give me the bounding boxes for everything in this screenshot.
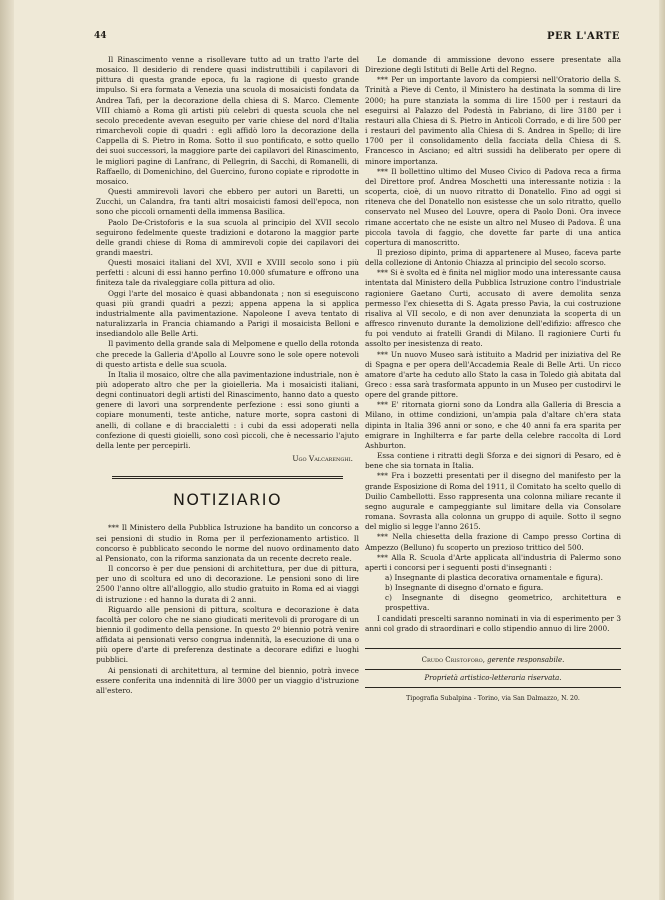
article-paragraph: Paolo De-Cristoforis e la sua scuola al principio del XVII secolo seguirono fedelmente queste tradizioni e dotarono la maggior parte delle grandi chiese di Roma di ammirevoli copie dei capilavori dei grandi maestri. <box>96 217 359 257</box>
author-name: Ugo Valcarenghi. <box>292 454 353 464</box>
news-item: *** Nella chiesetta della frazione di Campo presso Cortina di Ampezzo (Belluno) fu scoperto un prezioso trittico del 500. <box>365 532 621 552</box>
section-title: NOTIZIARIO <box>172 490 283 510</box>
article-paragraph: Questi mosaici italiani del XVI, XVII e XVIII secolo sono i più perfetti : alcuni di essi hanno perfino 10.000 sfumature e offrono una finiteza tale da rivaleggiare colla pittura ad olio. <box>96 258 359 288</box>
news-item: Il prezioso dipinto, prima di appartenere al Museo, faceva parte della collezione di Antonio Chiazza al principio del secolo scorso. <box>365 247 621 268</box>
teaching-posts-list <box>365 573 621 614</box>
editor-name: Crudo Cristoforo, <box>421 655 485 664</box>
news-item: *** Il bollettino ultimo del Museo Civico di Padova reca a firma del Direttore prof. Andrea Moschetti una interessante notizia : la scoperta, cioè, di un nuovo ritratto di Donatello. Fino ad oggi si riteneva che del Donatello non esistesse che un solo ritratto, quello conservato nel Museo del Louvre, opera di Paolo Doni. Ora invece rimane accertato che ne esiste un altro nel Museo di Padova. È una piccola tavola di faggio, che dovette far parte di una antica copertura di manoscritto. <box>365 166 621 247</box>
double-rule-divider <box>112 476 343 479</box>
news-item: *** Un nuovo Museo sarà istituito a Madrid per iniziativa del Re di Spagna e per opera dell'Accademia Reale di Belle Arti. Un ricco amatore d'arte ha ceduto allo Stato la casa in Toledo già abitata dal Greco : essa sarà trasformata appunto in un Museo per custodirvi le opere del grande pittore. <box>365 349 621 400</box>
imprint-box <box>365 648 621 688</box>
article-paragraph: Oggi l'arte del mosaico è quasi abbandonata ; non si eseguiscono quasi più grandi quadri a pezzi; appena appena la si applica industrialmente alla pavimentazione. Napoleone I aveva tentato di naturalizzarla in Francia chiamando a Parigi il mosaicista Belloni e insediandolo alle Belle Arti. <box>96 288 359 339</box>
news-item: *** Per un importante lavoro da compiersi nell'Oratorio della S. Trinità a Pieve di Cento, il Ministero ha destinata la somma di lire 2000; ha pure stanziata la somma di lire 1500 per i restauri da eseguirsi al Palazzo del Podestà in Fabriano, di lire 3180 per i restauri alla Chiesa di S. Pietro in Anticoli Corrado, e di lire 500 per i restauri del pavimento alla Chiesa di S. Andrea in Spello; di lire 1700 per il consolidamento della facciata della Chiesa di S. Francesco in Asciano; ed altri sussidi ha deliberato per opere di minore importanza. <box>365 75 621 166</box>
news-item: Riguardo alle pensioni di pittura, scoltura e decorazione è data facoltà per coloro che ne siano giudicati meritevoli di prorogare di un biennio il godimento della pensione. In questo 2º biennio potrà venire affidata ai pensionati verso congrua indennità, la esecuzione di una o più opere d'arte di preferenza destinate a decorare edifizi e luoghi pubblici. <box>96 604 359 665</box>
news-item: Il concorso è per due pensioni di architettura, per due di pittura, per uno di scoltura ed uno di decorazione. Le pensioni sono di lire 2500 l'anno oltre all'alloggio, allo studio gratuito in Roma ed ai viaggi di istruzione : ed hanno la durata di 2 anni. <box>96 564 359 604</box>
news-item: *** Fra i bozzetti presentati per il disegno del manifesto per la grande Esposizione di Roma del 1911, il Comitato ha scelto quello di Duilio Cambellotti. Esso rappresenta una colonna miliare recante il segno augurale e campeggiante sul limitare della via Consolare romana. Sovrasta alla colonna un gruppo di aquile. Sotto il segno del miglio si legge l'anno 2615. <box>365 471 621 532</box>
news-item: Ai pensionati di architettura, al termine del biennio, potrà invece essere conferita una indennità di lire 3000 per un viaggio d'istruzione all'estero. <box>96 665 359 695</box>
news-item: *** E' ritornata giorni sono da Londra alla Galleria di Brescia a Milano, in ottime condizioni, un'ampia pala d'altare ch'era stata dipinta in Italia 396 anni or sono, e che 40 anni fa era sparita per emigrare in Inghilterra e far parte della celebre raccolta di Lord Ashburton. <box>365 400 621 450</box>
article-paragraph: Il pavimento della grande sala di Melpomene e quello della rotonda che precede la Galleria d'Apollo al Louvre sono le sole opere notevoli di questo artista e delle sua scuola. <box>96 339 359 369</box>
news-item: *** Alla R. Scuola d'Arte applicata all'industria di Palermo sono aperti i concorsi per i seguenti posti d'insegnanti : <box>365 552 621 572</box>
editor-line <box>365 652 621 670</box>
news-item: *** Si è svolta ed è finita nel miglior modo una interessante causa intentata dal Ministero della Pubblica Istruzione contro l'industriale ragioniere Gaetano Curti, accusato di avere demolita senza permesso l'ex chiesetta di S. Agata presso Pavia, la cui costruzione risaliva al VII secolo, e di non aver denunziata la scoperta di un affresco rinvenuto durante la demolizione dell'edifizio: affresco che fu poi venduto ai fratelli Grandi di Milano. Il ragioniere Curti fu assolto per inesistenza di reato. <box>365 268 621 349</box>
closing-paragraph: I candidati prescelti saranno nominati in via di esperimento per 3 anni col grado di straordinari e collo stipendio annuo di lire 2000. <box>365 613 621 633</box>
news-item: Le domande di ammissione devono essere presentate alla Direzione degli Istituti di Belle Arti del Regno. <box>365 55 621 75</box>
news-item: Essa contiene i ritratti degli Sforza e dei signori di Pesaro, ed è bene che sia tornata in Italia. <box>365 451 621 471</box>
page-spine-shadow <box>0 0 14 900</box>
teaching-post-item: a) Insegnante di plastica decorativa ornamentale e figura). <box>385 572 603 582</box>
page-number: 44 <box>94 31 107 41</box>
running-title: PER L'ARTE <box>547 31 620 42</box>
article-paragraph: In Italia il mosaico, oltre che alla pavimentazione industriale, non è più adoperato altro che per la gioielleria. Ma i mosaicisti italiani, degni continuatori degli artisti del Rinascimento, hanno dato a questo genere di lavori una sorprendente perfezione : essi sono giunti a copiare monumenti, teste antiche, nature morte, sopra castoni di anelli, di collane e di braccialetti : i cubi da essi adoperati nella confezione di questi gioielli, sono così piccoli, che è necessario l'ajuto della lente per percepirli. <box>96 369 359 450</box>
right-column <box>365 55 621 704</box>
rights-line: Proprietà artistico-letteraria riservata. <box>365 670 621 688</box>
left-column <box>96 55 359 696</box>
teaching-post-item: b) Insegnante di disegno d'ornato e figura. <box>385 583 544 593</box>
author-signature <box>96 454 359 464</box>
article-paragraph: Il Rinascimento venne a risollevare tutto ad un tratto l'arte del mosaico. Il desiderio di rendere quasi indistruttibili i capilavori di pittura di questa grande epoca, fu la ragione di questo grande impulso. Si era formata a Venezia una scuola di mosaicisti fondata da Andrea Tafi, per la decorazione della chiesa di S. Marco. Clemente VIII chiamò a Roma gli artisti più celebri di questa scuola che nel secolo precedente avevan eseguito per varie chiese del nord d'Italia rimarchevoli copie di quadri : egli affidò loro la decorazione della Cappella di S. Pietro in Roma. Sotto il suo pontificato, e sotto quello dei suoi successori, la maggiore parte dei capilavori del Rinascimento, le migliori pagine di Lanfranc, di Pellegrin, di Sacchi, di Romanelli, di Raffaello, di Domenichino, del Guercino, furono copiate e riprodotte in mosaico. <box>96 55 359 186</box>
printer-line: Tipografia Subalpina - Torino, via San Dalmazzo, N. 20. <box>406 695 580 703</box>
news-item: *** Il Ministero della Pubblica Istruzione ha bandito un concorso a sei pensioni di studio in Roma per il perfezionamento artistico. Il concorso è pubblicato secondo le norme del nuovo ordinamento dato al Pensionato, con la riforma sanzionata da un recente decreto reale. <box>96 523 359 563</box>
teaching-post-item: c) Insegnante di disegno geometrico, architettura e prospettiva. <box>385 593 621 613</box>
page-edge-shadow <box>659 0 665 900</box>
editor-role: gerente responsabile. <box>487 655 565 664</box>
article-paragraph: Questi ammirevoli lavori che ebbero per autori un Baretti, un Zucchi, un Calandra, fra tanti altri mosaicisti famosi dell'epoca, non sono che piccoli ornamenti della immensa Basilica. <box>96 187 359 217</box>
